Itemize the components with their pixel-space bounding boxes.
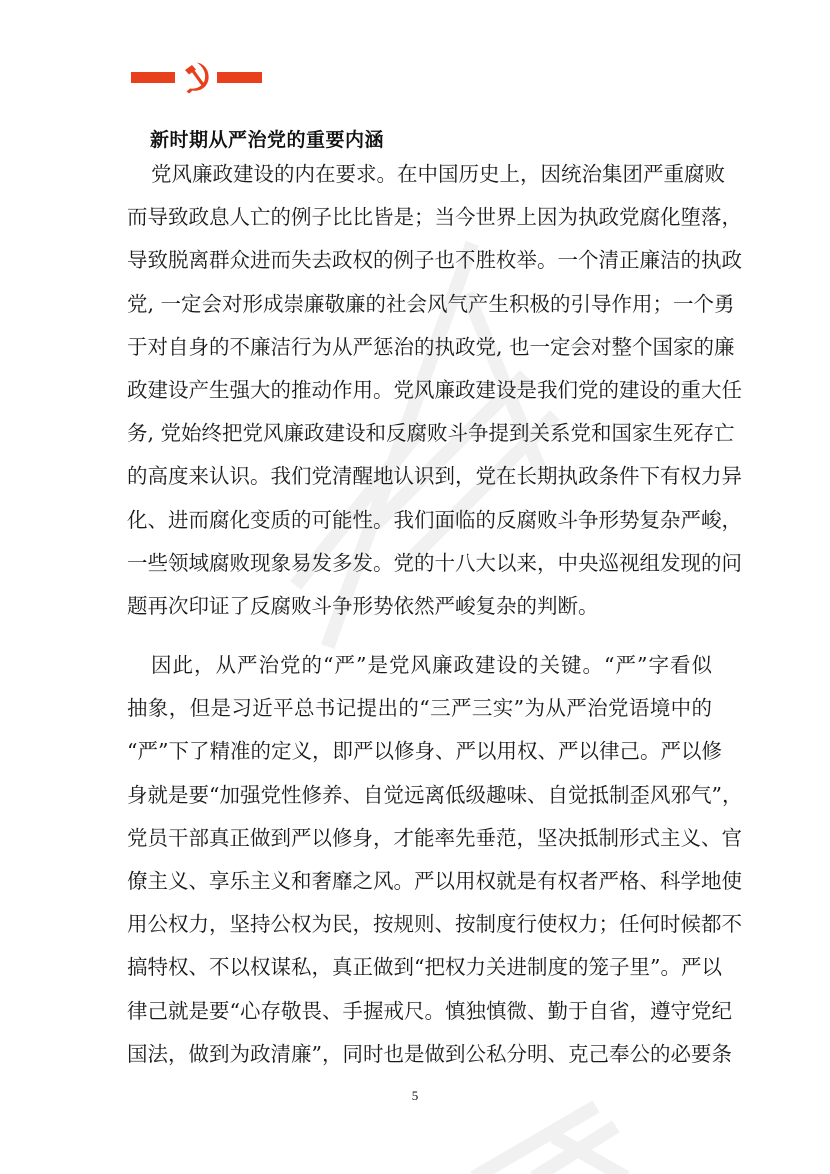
text-line: 律己就是要“心存敬畏、手握戒尺。慎独慎微、勤于自省，遵守党纪 <box>127 998 732 1023</box>
text-line: 的高度来认识。我们党清醒地认识到，党在长期执政条件下有权力异 <box>127 464 742 489</box>
text-line: 国法，做到为政清廉”，同时也是做到公私分明、克己奉公的必要条 <box>127 1041 732 1066</box>
logo-right-bar <box>217 72 262 83</box>
party-logo-header <box>131 60 263 96</box>
text-line: 一些领域腐败现象易发多发。党的十八大以来，中央巡视组发现的问 <box>127 550 742 575</box>
text-line: 党员干部真正做到严以修身，才能率先垂范，坚决抵制形式主义、官 <box>127 825 742 850</box>
text-line: 用公权力，坚持公权为民，按规则、按制度行使权力；任何时候都不 <box>127 912 742 937</box>
hammer-and-sickle-icon <box>183 61 210 95</box>
text-line: 于对自身的不廉洁行为从严惩治的执政党, 也一定会对整个国家的廉 <box>127 334 735 359</box>
text-line: 搞特权、不以权谋私，真正做到“把权力关进制度的笼子里”。严以 <box>127 955 722 980</box>
text-line: 题再次印证了反腐败斗争形势依然严峻复杂的判断。 <box>127 593 599 618</box>
paragraph-1 <box>127 153 742 628</box>
text-line: 导致脱离群众进而失去政权的例子也不胜枚举。一个清正廉洁的执政 <box>127 248 742 273</box>
text-line: 党, 一定会对形成崇廉敬廉的社会风气产生积极的引导作用；一个勇 <box>127 291 735 316</box>
text-line: 抽象，但是习近平总书记提出的“三严三实”为从严治党语境中的 <box>127 696 712 721</box>
page-number: 5 <box>411 1088 419 1103</box>
text-line: 政建设产生强大的推动作用。党风廉政建设是我们党的建设的重大任 <box>127 377 742 402</box>
text-line: “严”下了精准的定义，即严以修身、严以用权、严以律己。严以修 <box>127 739 722 764</box>
text-line: 僚主义、享乐主义和奢靡之风。严以用权就是有权者严格、科学地使 <box>127 868 742 893</box>
text-line: 化、进而腐化变质的可能性。我们面临的反腐败斗争形势复杂严峻， <box>127 507 742 532</box>
text-line: 务, 党始终把党风廉政建设和反腐败斗争提到关系党和国家生死存亡 <box>127 421 735 446</box>
paragraph-2 <box>127 644 743 1076</box>
text-line: 身就是要“加强党性修养、自觉远离低级趣味、自觉抵制歪风邪气”， <box>127 782 743 807</box>
logo-left-bar <box>131 72 175 83</box>
section-title: 新时期从严治党的重要内涵 <box>150 128 385 151</box>
text-line: 因此，从严治党的“严”是党风廉政建设的关键。“严”字看似 <box>151 653 712 677</box>
text-line: 而导致政息人亡的例子比比皆是；当今世界上因为执政党腐化堕落， <box>127 205 742 230</box>
text-line: 党风廉政建设的内在要求。在中国历史上，因统治集团严重腐败 <box>151 162 725 186</box>
